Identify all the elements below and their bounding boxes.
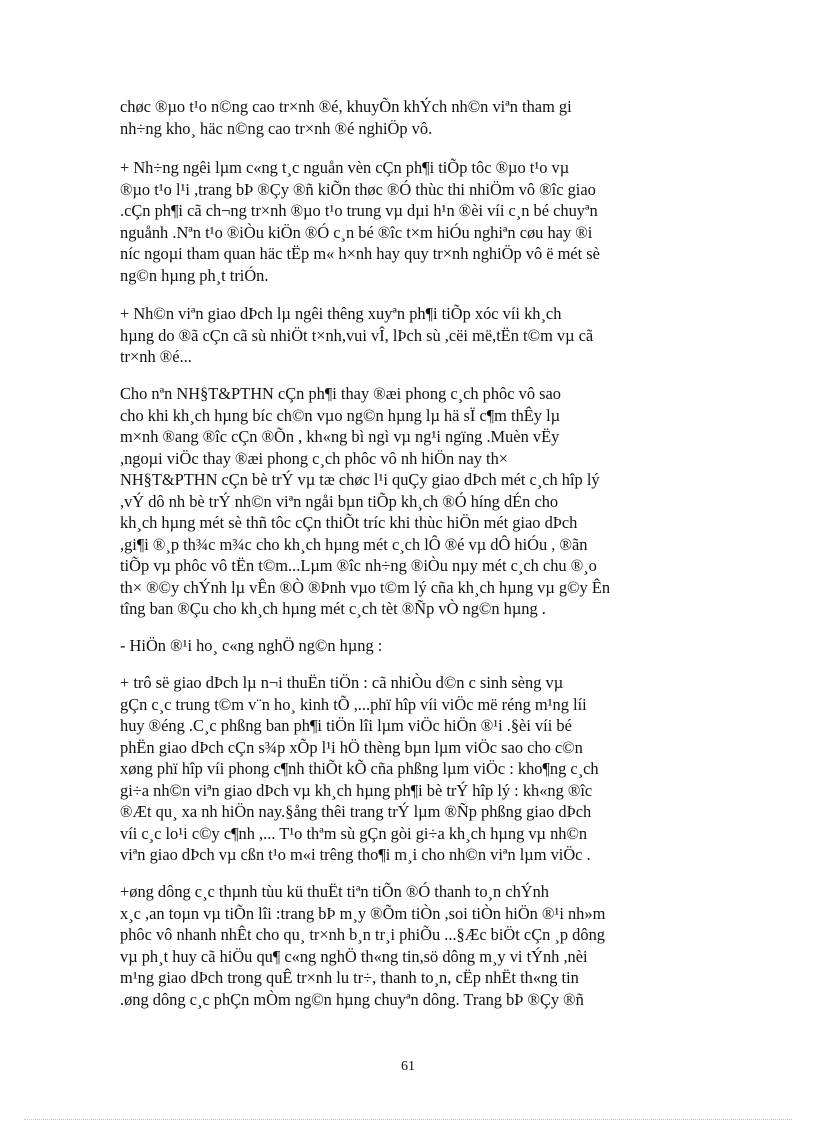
text-line: tr×nh ®é... [120,347,192,366]
text-line: m×nh ®ang ®îc cÇn ®Õn , kh«ng bì ngì vµ ng¹i ngïng .Muèn vËy [120,427,560,446]
text-line: x¸c ,an toµn vµ tiÕn lîi :trang bÞ m¸y ®Õm tiÒn ,soi tiÒn hiÖn ®¹i nh»m [120,903,606,923]
paragraph-4 [120,383,694,620]
page-bottom-divider [24,1119,792,1120]
paragraph-6 [120,881,694,1010]
text-line: + Nh÷ng ngêi lµm c«ng t¸c nguån vèn cÇn ph¶i tiÕp tôc ®µo t¹o vµ [120,158,570,177]
text-line: nh÷ng kho¸ häc n©ng cao tr×nh ®é nghiÖp vô. [120,118,433,138]
text-line: m¹ng giao dÞch trong quÊ tr×nh lu tr÷, thanh to¸n, cËp nhËt th«ng tin [120,968,579,987]
text-line: gÇn c¸c trung t©m v¨n ho¸ kinh tÕ ,...phï hîp víi viÖc më réng m¹ng líi [120,694,587,714]
text-line: níc ngoµi tham quan häc tËp m« h×nh hay quy tr×nh nghiÖp vô ë mét sè [120,244,600,263]
text-line: kh¸ch hµng mét sè thñ tôc cÇn thiÕt tríc khi thùc hiÖn mét giao dÞch [120,513,578,532]
text-line: - HiÖn ®¹i ho¸ c«ng nghÖ ng©n hµng : [120,636,383,655]
text-line: gi÷a nh©n viªn giao dÞch vµ kh¸ch hµng ph¶i bè trÝ hîp lý : kh«ng ®îc [120,780,593,800]
text-line: +øng dông c¸c thµnh tùu kü thuËt tiªn tiÕn ®Ó thanh to¸n chÝnh [120,882,549,901]
text-line: xøng phï hîp víi phong c¶nh thiÕt kÕ cña phßng lµm viÖc : kho¶ng c¸ch [120,759,599,778]
text-line: viªn giao dÞch vµ cßn t¹o m«i trêng tho¶i m¸i cho nh©n viªn lµm viÖc . [120,845,591,864]
page-number: 61 [401,1059,415,1074]
text-line: huy ®éng .C¸c phßng ban ph¶i tiÖn lîi lµm viÖc hiÖn ®¹i .§èi víi bé [120,716,572,735]
paragraph-2 [120,157,694,286]
text-line: phôc vô nhanh nhÊt cho qu¸ tr×nh b¸n tr¸i phiÕu ...§Æc biÖt cÇn ¸p dông [120,925,605,944]
text-line: ng©n hµng ph¸t triÓn. [120,265,269,285]
text-line: th× ®©y chÝnh lµ vÊn ®Ò ®Þnh vµo t©m lý cña kh¸ch hµng vµ g©y Ên [120,577,611,597]
text-line: + Nh©n viªn giao dÞch lµ ngêi thêng xuyªn ph¶i tiÕp xóc víi kh¸ch [120,304,562,323]
text-line: phËn giao dÞch cÇn s¾p xÕp l¹i hÖ thèng bµn lµm viÖc sao cho c©n [120,737,583,757]
text-line: + trô së giao dÞch lµ n¬i thuËn tiÖn : cã nhiÒu d©n c sinh sèng vµ [120,673,564,692]
text-line: Cho nªn NH§T&PTHN cÇn ph¶i thay ®æi phong c¸ch phôc vô sao [120,384,561,403]
text-line: ®µo t¹o l¹i ,trang bÞ ®Çy ®ñ kiÕn thøc ®Ó thùc thi nhiÖm vô ®îc giao [120,179,596,199]
text-line: cho khi kh¸ch hµng bíc ch©n vµo ng©n hµng lµ hä sÏ c¶m thÊy lµ [120,405,561,425]
text-line: ®Æt qu¸ xa nh hiÖn nay.§ång thêi trang trÝ lµm ®Ñp phßng giao dÞch [120,802,592,821]
text-line: víi c¸c lo¹i c©y c¶nh ,... T¹o thªm sù gÇn gòi gi÷a kh¸ch hµng vµ nh©n [120,823,588,843]
text-line: tîng ban ®Çu cho kh¸ch hµng mét c¸ch tèt ®Ñp vÒ ng©n hµng . [120,599,546,618]
paragraph-3 [120,303,694,368]
text-line: hµng do ®ã cÇn cã sù nhiÖt t×nh,vui vÎ, lÞch sù ,cëi më,tËn t©m vµ cã [120,325,594,345]
text-line: ,gi¶i ®¸p th¾c m¾c cho kh¸ch hµng mét c¸ch lÔ ®é vµ dÔ hiÓu , ®ãn [120,534,588,554]
paragraph-1 [120,96,694,139]
text-line: NH§T&PTHN cÇn bè trÝ vµ tæ chøc l¹i quÇy giao dÞch mét c¸ch hîp lý [120,470,600,489]
text-line: chøc ®µo t¹o n©ng cao tr×nh ®é, khuyÕn khÝch nh©n viªn tham gi [120,97,572,116]
section-heading [120,635,694,657]
text-line: nguånh .Nªn t¹o ®iÒu kiÖn ®Ó c¸n bé ®îc t×m hiÓu nghiªn cøu hay ®i [120,222,593,242]
text-line: tiÕp vµ phôc vô tËn t©m...Lµm ®îc nh÷ng ®iÒu nµy mét c¸ch chu ®¸o [120,556,597,575]
text-line: .cÇn ph¶i cã ch¬ng tr×nh ®µo t¹o trung vµ dµi h¹n ®èi víi c¸n bé chuyªn [120,201,598,220]
text-line: ,vÝ dô nh bè trÝ nh©n viªn ngåi bµn tiÕp kh¸ch ®Ó híng dÉn cho [120,491,559,511]
text-line: .øng dông c¸c phÇn mÒm ng©n hµng chuyªn dông. Trang bÞ ®Çy ®ñ [120,989,584,1009]
text-line: vµ ph¸t huy cã hiÖu qu¶ c«ng nghÖ th«ng tin,sö dông m¸y vi tÝnh ,nèi [120,946,588,966]
text-line: ,ngoµi viÖc thay ®æi phong c¸ch phôc vô nh hiÖn nay th× [120,448,509,468]
paragraph-5 [120,672,694,866]
